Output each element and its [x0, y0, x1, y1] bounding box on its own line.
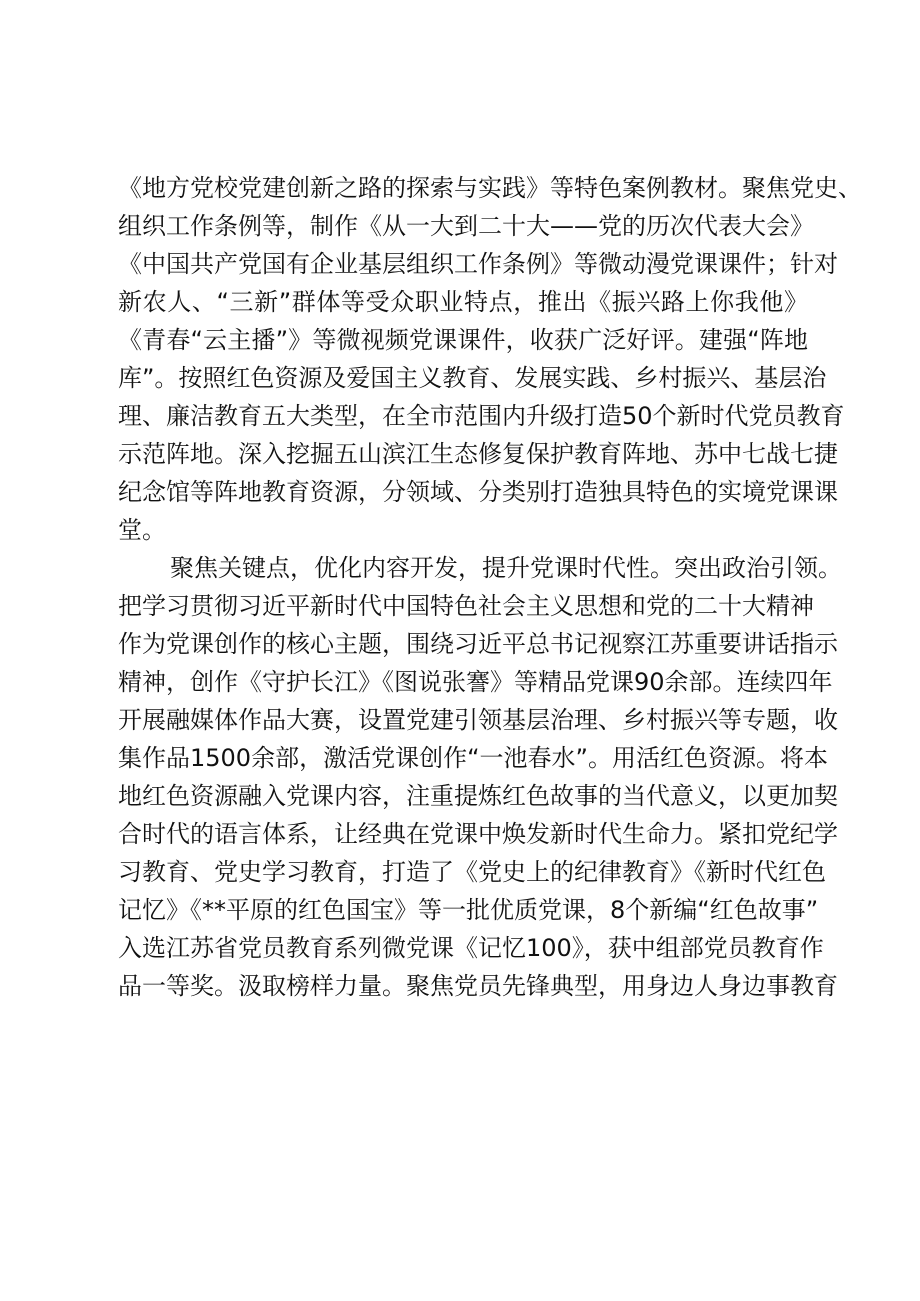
text-line: 理、廉洁教育五大类型，在全市范围内升级打造50个新时代党员教育	[118, 402, 845, 430]
text-line: 库”。按照红色资源及爱国主义教育、发展实践、乡村振兴、基层治	[118, 364, 827, 392]
text-line: 品一等奖。汲取榜样力量。聚焦党员先锋典型，用身边人身边事教育	[118, 972, 838, 1000]
text-line: 合时代的语言体系，让经典在党课中焕发新时代生命力。紧扣党纪学	[118, 820, 838, 848]
text-line: 《青春“云主播”》等微视频党课课件，收获广泛好评。建强“阵地	[118, 326, 808, 354]
text-line: 纪念馆等阵地教育资源，分领域、分类别打造独具特色的实境党课课	[118, 478, 838, 506]
text-line: 示范阵地。深入挖掘五山滨江生态修复保护教育阵地、苏中七战七捷	[118, 440, 838, 468]
paragraph-first-line: 聚焦关键点，优化内容开发，提升党课时代性。突出政治引领。	[170, 554, 842, 582]
text-line: 入选江苏省党员教育系列微党课《记忆100》，获中组部党员教育作	[118, 934, 824, 962]
text-line: 《中国共产党国有企业基层组织工作条例》等微动漫党课课件；针对	[118, 250, 838, 278]
text-line: 新农人、“三新”群体等受众职业特点，推出《振兴路上你我他》	[118, 288, 808, 316]
text-line: 集作品1500余部，激活党课创作“一池春水”。用活红色资源。将本	[118, 744, 828, 772]
text-line: 开展融媒体作品大赛，设置党建引领基层治理、乡村振兴等专题，收	[118, 706, 838, 734]
document-body	[118, 169, 862, 1005]
text-line: 《地方党校党建创新之路的探索与实践》等特色案例教材。聚焦党史、	[118, 174, 862, 202]
text-line: 把学习贯彻习近平新时代中国特色社会主义思想和党的二十大精神	[118, 592, 814, 620]
text-line: 记忆》《**平原的红色国宝》等一批优质党课，8个新编“红色故事”	[118, 896, 819, 924]
text-line: 作为党课创作的核心主题，围绕习近平总书记视察江苏重要讲话指示	[118, 630, 838, 658]
text-line: 精神，创作《守护长江》《图说张謇》等精品党课90余部。连续四年	[118, 668, 833, 696]
text-line: 地红色资源融入党课内容，注重提炼红色故事的当代意义，以更加契	[118, 782, 838, 810]
text-line: 习教育、党史学习教育，打造了《党史上的纪律教育》《新时代红色	[118, 858, 826, 886]
text-line: 组织工作条例等，制作《从一大到二十大——党的历次代表大会》	[118, 212, 814, 240]
text-line: 堂。	[118, 516, 166, 544]
